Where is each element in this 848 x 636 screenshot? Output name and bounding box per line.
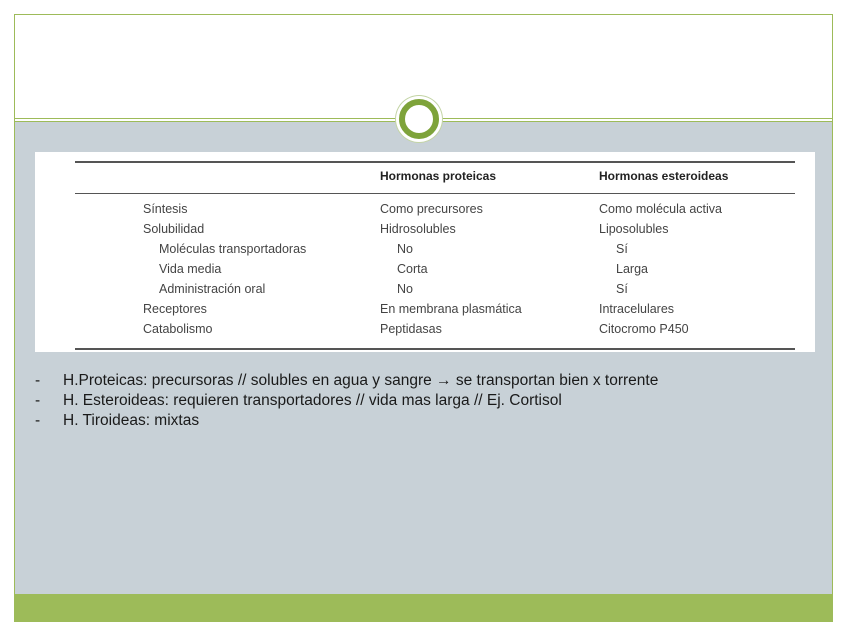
proteicas-cell: No xyxy=(397,242,413,256)
bullet-text: H. Tiroideas: mixtas xyxy=(63,412,200,429)
esteroideas-cell: Como molécula activa xyxy=(599,202,722,216)
bullet-item xyxy=(35,371,825,391)
bullet-marker: - xyxy=(35,392,41,409)
table-header-rule xyxy=(75,193,795,194)
bullet-item xyxy=(35,391,825,411)
row-label: Receptores xyxy=(143,302,207,316)
proteicas-cell: Hidrosolubles xyxy=(380,222,456,236)
esteroideas-cell: Citocromo P450 xyxy=(599,322,689,336)
table-row xyxy=(35,302,815,322)
row-label: Vida media xyxy=(159,262,222,276)
ring-ornament-icon xyxy=(399,99,439,139)
comparison-table xyxy=(35,152,815,352)
table-top-rule xyxy=(75,161,795,163)
footer-bar xyxy=(15,594,832,622)
proteicas-cell: Corta xyxy=(397,262,428,276)
esteroideas-cell: Intracelulares xyxy=(599,302,675,316)
row-label: Administración oral xyxy=(159,282,266,296)
esteroideas-cell: Larga xyxy=(616,262,648,276)
bullet-list xyxy=(35,371,825,431)
bullet-text: H. Esteroideas: requieren transportadores // vida mas larga // Ej. Cortisol xyxy=(63,392,562,409)
esteroideas-cell: Sí xyxy=(616,242,628,256)
table-row xyxy=(35,282,815,302)
bullet-marker: - xyxy=(35,372,41,389)
bullet-item xyxy=(35,411,825,431)
column-header: Hormonas proteicas xyxy=(380,169,497,183)
esteroideas-cell: Sí xyxy=(616,282,628,296)
table-row xyxy=(35,222,815,242)
bullet-text: H.Proteicas: precursoras // solubles en agua y sangre → se transportan bien x torrente xyxy=(63,372,659,389)
proteicas-cell: Peptidasas xyxy=(380,322,442,336)
proteicas-cell: Como precursores xyxy=(380,202,483,216)
proteicas-cell: No xyxy=(397,282,413,296)
table-row xyxy=(35,322,815,342)
column-header: Hormonas esteroideas xyxy=(599,169,729,183)
row-label: Moléculas transportadoras xyxy=(159,242,307,256)
bullet-marker: - xyxy=(35,412,41,429)
proteicas-cell: En membrana plasmática xyxy=(380,302,522,316)
esteroideas-cell: Liposolubles xyxy=(599,222,669,236)
row-label: Catabolismo xyxy=(143,322,213,336)
table-row xyxy=(35,242,815,262)
table-bottom-rule xyxy=(75,348,795,350)
table-row xyxy=(35,202,815,222)
table-row xyxy=(35,262,815,282)
row-label: Síntesis xyxy=(143,202,188,216)
slide xyxy=(14,14,833,622)
row-label: Solubilidad xyxy=(143,222,205,236)
